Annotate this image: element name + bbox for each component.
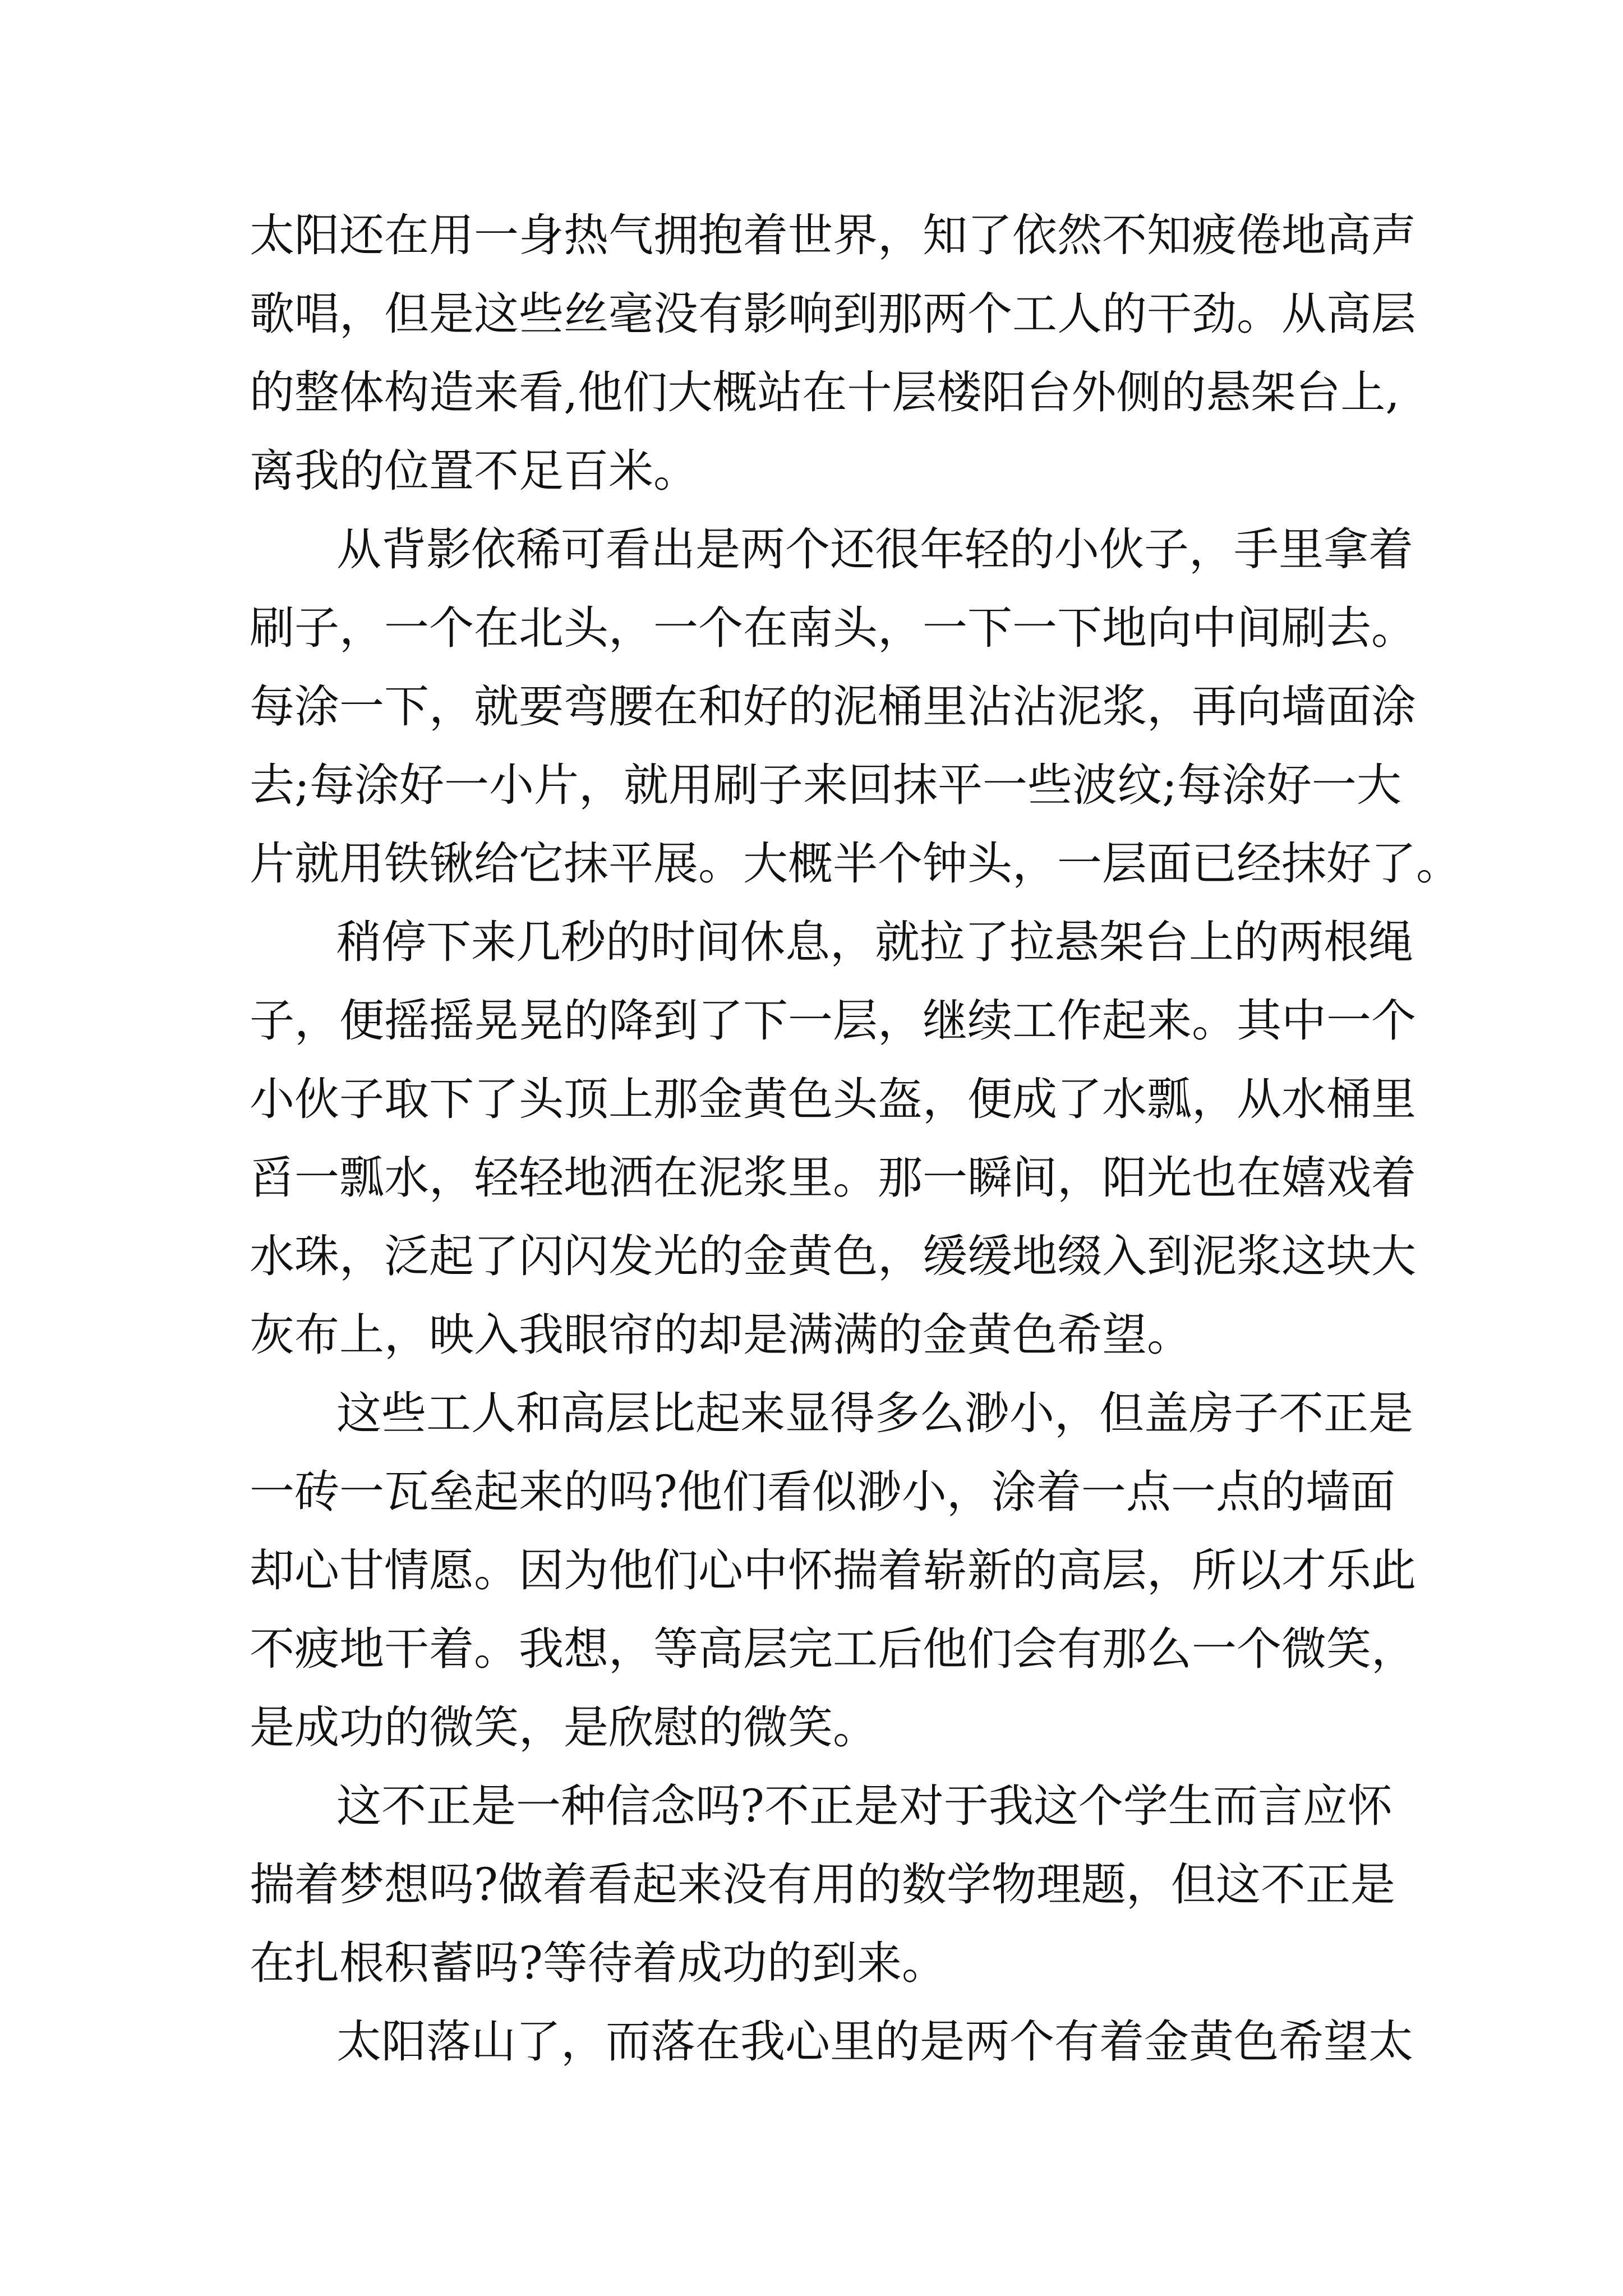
text-line: 刷子，一个在北头，一个在南头，一下一下地向中间刷去。 (250, 602, 1416, 654)
paragraph-first-line: 太阳落山了，而落在我心里的是两个有着金黄色希望太 (336, 2016, 1413, 2068)
text-line: 在扎根积蓄吗?等待着成功的到来。 (250, 1937, 947, 1989)
text-line: 子，便摇摇晃晃的降到了下一层，继续工作起来。其中一个 (250, 995, 1416, 1047)
paragraph-first-line: 稍停下来几秒的时间休息，就拉了拉悬架台上的两根绳 (336, 916, 1413, 968)
text-line: 舀一瓢水，轻轻地洒在泥浆里。那一瞬间，阳光也在嬉戏着 (250, 1152, 1416, 1204)
text-line: 片就用铁锹给它抹平展。大概半个钟头，一层面已经抹好了。 (250, 838, 1461, 890)
text-line: 一砖一瓦垒起来的吗?他们看似渺小，涂着一点一点的墙面 (250, 1466, 1395, 1518)
text-line: 歌唱，但是这些丝毫没有影响到那两个工人的干劲。从高层 (250, 288, 1416, 340)
text-line: 不疲地干着。我想，等高层完工后他们会有那么一个微笑， (250, 1623, 1416, 1675)
text-line: 灰布上，映入我眼帘的却是满满的金黄色希望。 (250, 1309, 1192, 1361)
text-line: 每涂一下，就要弯腰在和好的泥桶里沾沾泥浆，再向墙面涂 (250, 680, 1416, 733)
paragraph-first-line: 这些工人和高层比起来显得多么渺小，但盖房子不正是 (336, 1387, 1413, 1439)
text-line: 离我的位置不足百米。 (250, 445, 698, 497)
paragraph-first-line: 这不正是一种信念吗?不正是对于我这个学生而言应怀 (336, 1780, 1393, 1832)
text-line: 水珠，泛起了闪闪发光的金黄色，缓缓地缀入到泥浆这块大 (250, 1230, 1416, 1282)
text-line: 去;每涂好一小片，就用刷子来回抹平一些波纹;每涂好一大 (250, 759, 1401, 811)
text-line: 小伙子取下了头顶上那金黄色头盔，便成了水瓢，从水桶里 (250, 1073, 1416, 1125)
paragraph-first-line: 从背影依稀可看出是两个还很年轻的小伙子，手里拿着 (336, 523, 1413, 576)
text-line: 是成功的微笑，是欣慰的微笑。 (250, 1701, 878, 1754)
text-line: 太阳还在用一身热气拥抱着世界，知了依然不知疲倦地高声 (250, 209, 1416, 261)
text-line: 的整体构造来看,他们大概站在十层楼阳台外侧的悬架台上, (250, 366, 1400, 418)
text-line: 却心甘情愿。因为他们心中怀揣着崭新的高层，所以才乐此 (250, 1544, 1416, 1596)
text-line: 揣着梦想吗?做着看起来没有用的数学物理题，但这不正是 (250, 1858, 1395, 1911)
